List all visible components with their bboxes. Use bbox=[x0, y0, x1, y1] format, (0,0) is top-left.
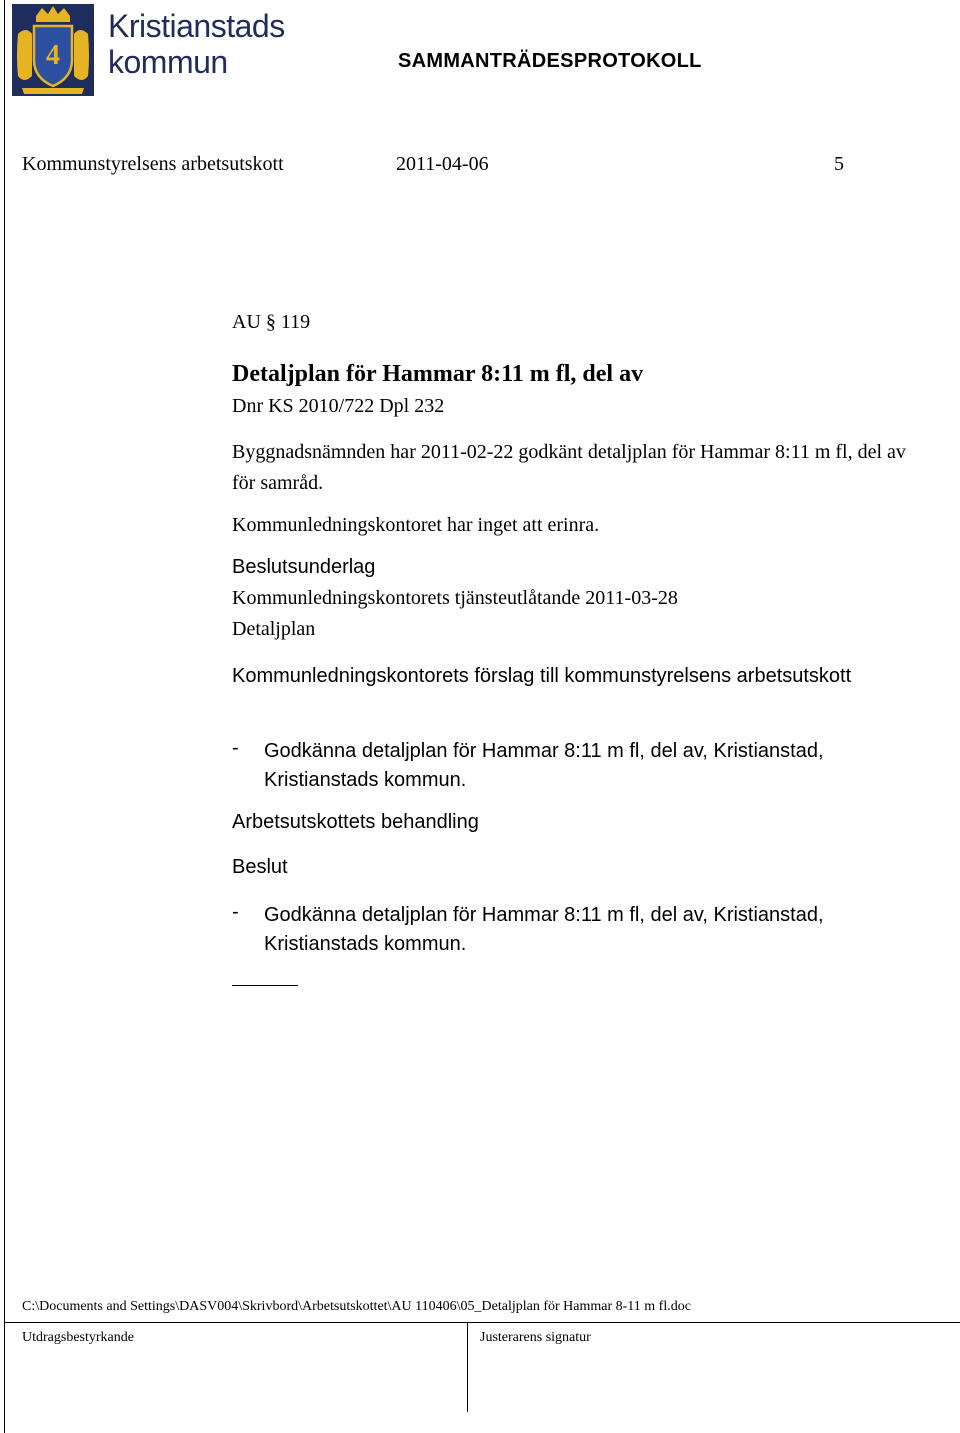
document-type-heading: SAMMANTRÄDESPROTOKOLL bbox=[398, 50, 702, 72]
office-note: Kommunledningskontoret har inget att erinra. bbox=[232, 514, 600, 536]
coat-of-arms-icon bbox=[12, 4, 94, 96]
committee-name: Kommunstyrelsens arbetsutskott bbox=[22, 153, 284, 175]
page-frame-left-border bbox=[4, 0, 5, 1433]
decision-text: Godkänna detaljplan för Hammar 8:11 m fl, del av, Kristianstad, Kristianstads kommun. bbox=[264, 904, 824, 955]
decision-basis-item: Detaljplan bbox=[232, 618, 316, 640]
decision-basis-item: Kommunledningskontorets tjänsteutlåtande 2011-03-28 bbox=[232, 587, 678, 609]
proposal-heading: Kommunledningskontorets förslag till kommunstyrelsens arbetsutskott bbox=[232, 665, 852, 687]
brand-name-line2: kommun bbox=[108, 44, 228, 80]
decision-heading: Beslut bbox=[232, 856, 288, 878]
page-number: 5 bbox=[834, 153, 844, 175]
brand-name-line1: Kristianstads bbox=[108, 8, 285, 44]
item-title: Detaljplan för Hammar 8:11 m fl, del av bbox=[232, 361, 644, 387]
footer-divider bbox=[467, 1322, 468, 1412]
adjuster-signature-label: Justerarens signatur bbox=[480, 1330, 591, 1345]
certification-label: Utdragsbestyrkande bbox=[22, 1330, 134, 1345]
section-end-rule bbox=[232, 985, 298, 986]
diary-reference: Dnr KS 2010/722 Dpl 232 bbox=[232, 395, 445, 417]
background-paragraph: Byggnadsnämnden har 2011-02-22 godkänt detaljplan för Hammar 8:11 m fl, del av för samråd. bbox=[232, 441, 906, 494]
list-bullet: - bbox=[232, 901, 239, 923]
decision-basis-heading: Beslutsunderlag bbox=[232, 556, 376, 578]
document-file-path: C:\Documents and Settings\DASV004\Skrivbord\Arbetsutskottet\AU 110406\05_Detaljplan för Hammar 8-11 m fl.doc bbox=[22, 1299, 691, 1314]
meeting-date: 2011-04-06 bbox=[396, 153, 489, 175]
footer-rule bbox=[4, 1322, 960, 1323]
handling-heading: Arbetsutskottets behandling bbox=[232, 811, 479, 833]
paragraph-reference: AU § 119 bbox=[232, 311, 311, 333]
proposal-text: Godkänna detaljplan för Hammar 8:11 m fl, del av, Kristianstad, Kristianstads kommun. bbox=[264, 740, 824, 791]
list-bullet: - bbox=[232, 737, 239, 759]
svg-text:4: 4 bbox=[46, 40, 60, 71]
